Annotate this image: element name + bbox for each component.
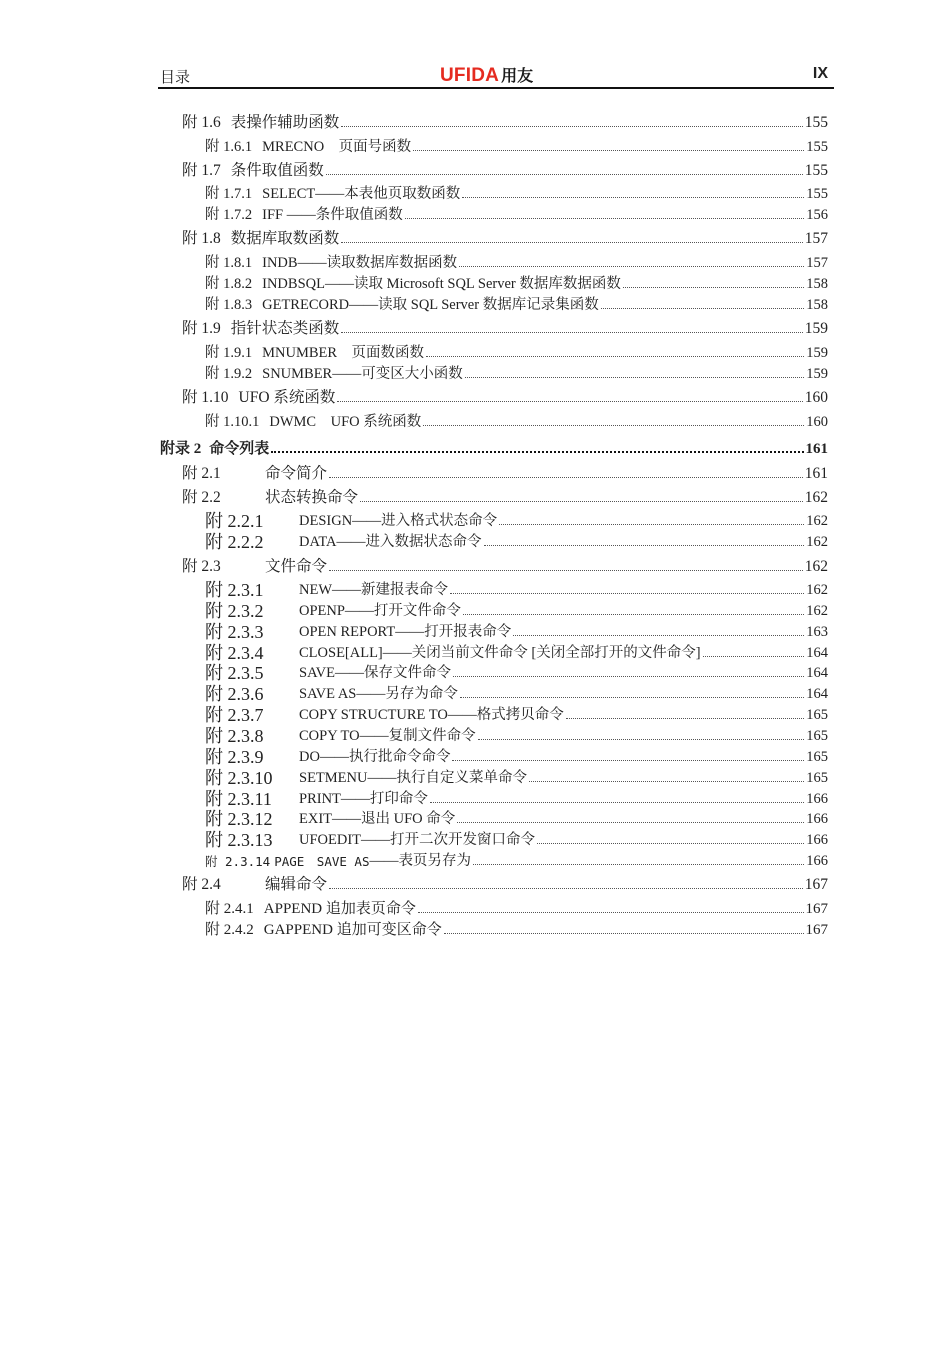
toc-entry-number: 附 1.7.2 [205, 207, 253, 223]
toc-entry-number: 附 2.3.1 [205, 580, 264, 600]
toc-entry-title: OPEN REPORT——打开报表命令 [299, 624, 512, 640]
toc-entry-number: 附 2.3.3 [205, 622, 264, 642]
dot-leader [537, 843, 804, 844]
toc-entry-number: 附 2.3.7 [205, 705, 264, 725]
toc-entry-page: 158 [806, 276, 828, 292]
toc-entry[interactable] [205, 530, 828, 551]
toc-entry-title: INDBSQL——读取 Microsoft SQL Server 数据库数据函数 [262, 276, 621, 292]
toc-entry-page: 159 [804, 320, 828, 337]
dot-leader [478, 739, 805, 740]
toc-entry-number: 附 2.3.11 [205, 789, 272, 809]
toc-entry-page: 155 [804, 162, 828, 179]
toc-entry-title: ——表页另存为 [369, 853, 471, 869]
toc-entry-number: 附 2.4.1 [205, 901, 254, 917]
toc-entry-page: 165 [806, 707, 828, 723]
toc-entry-title: SETMENU——执行自定义菜单命令 [299, 770, 527, 786]
toc-entry-page: 157 [806, 255, 828, 271]
toc-entry-title: OPENP——打开文件命令 [299, 603, 461, 619]
toc-entry-page: 166 [806, 853, 828, 869]
toc-entry[interactable] [205, 703, 828, 724]
toc-entry-number: 附 2.2.2 [205, 532, 264, 552]
toc-entry-title: 命令简介 [265, 465, 328, 482]
toc-entry-number: 附 1.8.2 [205, 276, 253, 292]
dot-leader [703, 656, 805, 657]
toc-entry-page: 164 [806, 686, 828, 702]
dot-leader [450, 593, 804, 594]
toc-entry-number: 附 1.8 [182, 230, 221, 247]
toc-entry-title: DWMC UFO 系统函数 [269, 414, 422, 430]
toc-entry[interactable] [205, 787, 828, 808]
toc-entry-number: 附 2.3.2 [205, 601, 264, 621]
toc-entry-page: 162 [804, 558, 828, 575]
toc-entry[interactable] [205, 135, 828, 156]
toc-entry[interactable] [182, 485, 828, 507]
toc-entry-page: 155 [806, 186, 828, 202]
toc-entry-title: SNUMBER——可变区大小函数 [262, 366, 463, 382]
toc-entry-number: 附 1.9.1 [205, 345, 253, 361]
toc-entry-number: 附 2.2.1 [205, 511, 264, 531]
toc-entry-title: 命令列表 [209, 441, 270, 457]
toc-entry[interactable] [182, 872, 828, 894]
toc-entry-title: APPEND 追加表页命令 [263, 901, 416, 917]
toc-entry-page: 159 [806, 366, 828, 382]
toc-entry-title: CLOSE[ALL]——关闭当前文件命令 [关闭全部打开的文件命令] [299, 645, 701, 661]
toc-entry-number: 附 2.3.14 [205, 854, 271, 869]
toc-entry[interactable] [205, 849, 828, 870]
toc-entry[interactable] [205, 362, 828, 383]
dot-leader [462, 197, 804, 198]
toc-entry-number: 附 1.8.1 [205, 255, 253, 271]
toc-entry[interactable] [205, 828, 828, 849]
toc-entry-title: DESIGN——进入格式状态命令 [299, 513, 498, 529]
toc-entry-number: 附 2.3.8 [205, 726, 264, 746]
toc-entry-title: SAVE——保存文件命令 [299, 665, 451, 681]
toc-entry-page: 167 [804, 876, 828, 893]
toc-entry-page: 162 [806, 603, 828, 619]
toc-entry-number: 附 1.6 [182, 114, 221, 131]
toc-entry[interactable] [182, 385, 828, 407]
dot-leader [453, 676, 804, 677]
toc-entry[interactable] [205, 641, 828, 662]
toc-entry-page: 166 [806, 811, 828, 827]
toc-entry-title: 文件命令 [265, 558, 328, 575]
toc-entry-page: 164 [806, 645, 828, 661]
toc-entry[interactable] [205, 182, 828, 203]
toc-entry-number: 附 2.1 [182, 465, 221, 482]
toc-entry-page: 158 [806, 297, 828, 313]
dot-leader [465, 377, 805, 378]
toc-entry[interactable] [182, 110, 828, 132]
toc-entry[interactable] [205, 745, 828, 766]
toc-entry-title: UFOEDIT——打开二次开发窗口命令 [299, 832, 536, 848]
dot-leader [623, 287, 804, 288]
toc-entry-number: 附 2.4 [182, 876, 221, 893]
toc-entry-title: GETRECORD——读取 SQL Server 数据库记录集函数 [262, 297, 599, 313]
toc-entry[interactable] [205, 599, 828, 620]
dot-leader [271, 451, 803, 453]
toc-entry-title: SELECT——本表他页取数函数 [262, 186, 461, 202]
toc-entry-title: DATA——进入数据状态命令 [299, 534, 482, 550]
toc-entry[interactable] [205, 293, 828, 314]
toc-entry-title: INDB——读取数据库数据函数 [262, 255, 458, 271]
toc-entry-number: 附 1.8.3 [205, 297, 253, 313]
toc-entry-title: MRECNO 页面号函数 [262, 139, 412, 155]
logo-brand: UFIDA [440, 65, 500, 86]
toc-entry-title: PRINT——打印命令 [299, 791, 428, 807]
dot-leader [341, 242, 802, 243]
dot-leader [601, 308, 805, 309]
toc-entry-number: 附 2.3.5 [205, 663, 264, 683]
toc-entry-title: GAPPEND 追加可变区命令 [263, 922, 442, 938]
dot-leader [452, 760, 804, 761]
toc-entry[interactable] [205, 341, 828, 362]
toc-entry-page: 159 [806, 345, 828, 361]
dot-leader [457, 822, 804, 823]
toc-entry-title: 表操作辅助函数 [230, 114, 340, 131]
toc-entry-number: 附 1.9 [182, 320, 221, 337]
logo-chinese: 用友 [501, 66, 534, 85]
toc-entry-page: 163 [806, 624, 828, 640]
toc-entry-title: COPY TO——复制文件命令 [299, 728, 476, 744]
toc-entry-title: UFO 系统函数 [238, 389, 336, 406]
toc-entry-title: 指针状态类函数 [230, 320, 340, 337]
toc-entry-number: 附 2.3.10 [205, 768, 273, 788]
dot-leader [360, 501, 803, 502]
toc-entry-title: EXIT——退出 UFO 命令 [299, 811, 456, 827]
toc-entry-page: 162 [806, 513, 828, 529]
toc-entry-number: 附 1.10 [182, 389, 229, 406]
toc-entry[interactable] [205, 682, 828, 703]
toc-entry[interactable] [182, 461, 828, 483]
dot-leader [337, 401, 802, 402]
toc-entry-title: COPY STRUCTURE TO——格式拷贝命令 [299, 707, 564, 723]
toc-entry-page: 160 [804, 389, 828, 406]
dot-leader [341, 332, 802, 333]
dot-leader [329, 888, 803, 889]
toc-entry-number: 附 2.3 [182, 558, 221, 575]
dot-leader [513, 635, 804, 636]
dot-leader [426, 356, 804, 357]
dot-leader [473, 864, 804, 865]
toc-entry-number: 附 2.3.12 [205, 809, 273, 829]
toc-entry-title: 条件取值函数 [230, 162, 324, 179]
toc-entry-page: 157 [804, 230, 828, 247]
dot-leader [326, 174, 803, 175]
dot-leader [463, 614, 804, 615]
toc-entry-page: 167 [805, 901, 828, 917]
toc-entry[interactable] [182, 226, 828, 248]
dot-leader [529, 781, 804, 782]
toc-entry-title: 状态转换命令 [265, 489, 359, 506]
toc-entry-page: 166 [806, 791, 828, 807]
toc-entry-number: 附 1.10.1 [205, 414, 260, 430]
toc-entry-number: 附 1.6.1 [205, 139, 253, 155]
dot-leader [341, 126, 802, 127]
toc-entry[interactable] [182, 158, 828, 180]
dot-leader [460, 697, 804, 698]
toc-entry[interactable] [205, 724, 828, 745]
toc-entry[interactable] [182, 316, 828, 338]
dot-leader [459, 266, 804, 267]
toc-entry[interactable] [205, 918, 828, 939]
toc-entry-number: 附 2.3.9 [205, 747, 264, 767]
toc-entry-number: 附 2.3.4 [205, 643, 264, 663]
toc-entry-page: 165 [806, 749, 828, 765]
dot-leader [329, 477, 803, 478]
toc-entry-page: 162 [806, 534, 828, 550]
toc-entry-number: 附 2.3.13 [205, 830, 273, 850]
dot-leader [405, 218, 805, 219]
toc-entry[interactable] [205, 807, 828, 828]
toc-entry-number: 附 1.7.1 [205, 186, 253, 202]
toc-entry-page: 166 [806, 832, 828, 848]
toc-entry-title: NEW——新建报表命令 [299, 582, 449, 598]
toc-entry-command: PAGE SAVE AS [274, 854, 370, 869]
dot-leader [499, 524, 804, 525]
dot-leader [413, 150, 804, 151]
toc-entry[interactable] [205, 661, 828, 682]
toc-entry-title: SAVE AS——另存为命令 [299, 686, 458, 702]
toc-entry-number: 附 2.3.6 [205, 684, 264, 704]
toc-entry-title: DO——执行批命令命令 [299, 749, 451, 765]
dot-leader [430, 802, 804, 803]
toc-entry[interactable] [205, 410, 828, 431]
toc-entry[interactable] [205, 620, 828, 641]
toc-entry-title: 数据库取数函数 [230, 230, 340, 247]
toc-entry-page: 161 [804, 465, 828, 482]
toc-entry-page: 156 [806, 207, 828, 223]
toc-entry-page: 167 [805, 922, 828, 938]
dot-leader [423, 425, 804, 426]
header-section-title: 目录 [160, 70, 191, 86]
dot-leader [418, 912, 804, 913]
toc-entry-page: 155 [804, 114, 828, 131]
toc-entry[interactable] [205, 766, 828, 787]
toc-entry-title: 编辑命令 [265, 876, 328, 893]
toc-entry[interactable] [205, 509, 828, 530]
dot-leader [566, 718, 804, 719]
toc-entry-page: 162 [804, 489, 828, 506]
toc-chapter-entry[interactable] [160, 437, 828, 458]
toc-entry-number: 附 1.9.2 [205, 366, 253, 382]
toc-entry[interactable] [205, 897, 828, 918]
toc-entry-page: 165 [806, 728, 828, 744]
toc-entry-number: 附录 2 [160, 441, 202, 457]
header-page-number: IX [812, 65, 828, 82]
toc-entry-number: 附 1.7 [182, 162, 221, 179]
toc-entry[interactable] [205, 578, 828, 599]
toc-entry-page: 162 [806, 582, 828, 598]
toc-entry[interactable] [205, 203, 828, 224]
toc-entry-number: 附 2.2 [182, 489, 221, 506]
toc-entry[interactable] [205, 251, 828, 272]
toc-entry[interactable] [205, 272, 828, 293]
toc-entry-page: 165 [806, 770, 828, 786]
toc-entry-page: 164 [806, 665, 828, 681]
dot-leader [484, 545, 805, 546]
toc-entry-title: IFF ——条件取值函数 [262, 207, 403, 223]
toc-entry-page: 155 [806, 139, 828, 155]
toc-entry[interactable] [182, 554, 828, 576]
toc-entry-number: 附 2.4.2 [205, 922, 254, 938]
toc-entry-title: MNUMBER 页面数函数 [262, 345, 425, 361]
toc-entry-page: 160 [806, 414, 828, 430]
toc-entry-page: 161 [805, 441, 828, 457]
dot-leader [329, 570, 803, 571]
dot-leader [444, 933, 804, 934]
